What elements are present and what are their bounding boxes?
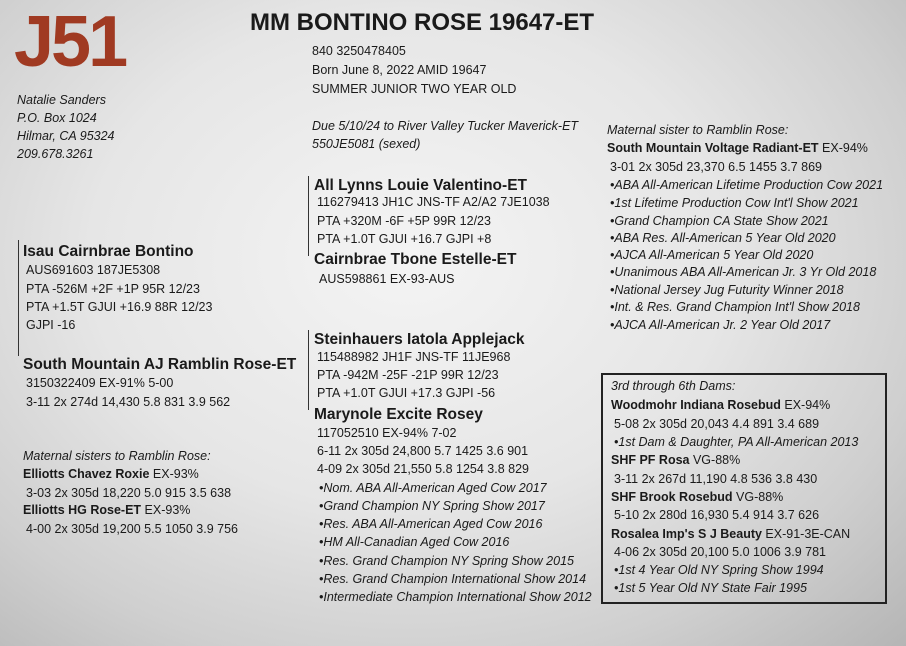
fourth-dam-name: SHF PF Rosa	[611, 453, 690, 467]
cow-title: MM BONTINO ROSE 19647-ET	[250, 9, 595, 36]
fourth-dam-score: VG-88%	[689, 453, 741, 467]
fifth-dam-name: SHF Brook Rosebud	[611, 490, 733, 504]
consignor-city: Hilmar, CA 95324	[17, 129, 115, 143]
dams-dam-honor: •Nom. ABA All-American Aged Cow 2017	[319, 481, 547, 495]
sixth-dam-score: EX-91-3E-CAN	[761, 527, 851, 541]
third-dam-line	[611, 397, 830, 415]
lot-number: J51	[14, 2, 126, 82]
sister-2-line	[23, 502, 190, 520]
maternal-sister-heading: Maternal sister to Ramblin Rose:	[607, 123, 789, 137]
dam-id: 3150322409 EX-91% 5-00	[26, 376, 174, 390]
due-date: Due 5/10/24 to River Valley Tucker Maverick-ET	[312, 119, 579, 133]
maternal-sisters-heading: Maternal sisters to Ramblin Rose:	[23, 449, 211, 463]
class: SUMMER JUNIOR TWO YEAR OLD	[312, 82, 517, 96]
sires-sire-id: 116279413 JH1C JNS-TF A2/A2 7JE1038	[317, 195, 550, 209]
sister-2-score: EX-93%	[141, 503, 191, 517]
dam-name: South Mountain AJ Ramblin Rose-ET	[23, 356, 297, 373]
dams-dam-honor: •Res. ABA All-American Aged Cow 2016	[319, 517, 543, 531]
sire-rule	[18, 240, 19, 356]
fifth-dam-record: 5-10 2x 280d 16,930 5.4 914 3.7 626	[614, 508, 820, 522]
fifth-dam-line	[611, 489, 783, 507]
third-dam-honor: •1st Dam & Daughter, PA All-American 2013	[614, 435, 859, 449]
dams-dam-name: Marynole Excite Rosey	[314, 406, 483, 423]
radiant-honor: •AJCA All-American Jr. 2 Year Old 2017	[610, 318, 831, 332]
fourth-dam-line	[611, 452, 740, 470]
sires-sire-pta-1: PTA +320M -6F +5P 99R 12/23	[317, 214, 491, 228]
radiant-honor: •ABA All-American Lifetime Production Cow 2021	[610, 178, 884, 192]
radiant-honor: •ABA Res. All-American 5 Year Old 2020	[610, 231, 836, 245]
dam-record: 3-11 2x 274d 14,430 5.8 831 3.9 562	[26, 395, 231, 409]
sister-1-score: EX-93%	[149, 467, 199, 481]
sister-1-line	[23, 466, 199, 484]
radiant-score: EX-94%	[818, 141, 868, 155]
radiant-honor: •Grand Champion CA State Show 2021	[610, 214, 829, 228]
dams-box-heading: 3rd through 6th Dams:	[611, 379, 736, 393]
birth-date: Born June 8, 2022 AMID 19647	[312, 63, 487, 77]
radiant-honor: •Int. & Res. Grand Champion Int'l Show 2018	[610, 300, 860, 314]
radiant-honor: •AJCA All-American 5 Year Old 2020	[610, 248, 814, 262]
dams-dam-honor: •Res. Grand Champion International Show 2014	[319, 572, 587, 586]
sister-1-record: 3-03 2x 305d 18,220 5.0 915 3.5 638	[26, 486, 232, 500]
fifth-dam-score: VG-88%	[732, 490, 784, 504]
sixth-dam-name: Rosalea Imp's S J Beauty	[611, 527, 762, 541]
sixth-dam-line	[611, 526, 850, 544]
sister-1-name: Elliotts Chavez Roxie	[23, 467, 150, 481]
sires-dam-name: Cairnbrae Tbone Estelle-ET	[314, 251, 517, 268]
sires-sire-pta-2: PTA +1.0T GJUI +16.7 GJPI +8	[317, 232, 492, 246]
dams-sire-id: 115488982 JH1F JNS-TF 11JE968	[317, 350, 511, 364]
dams-sire-rule	[308, 330, 309, 410]
dams-dam-id: 117052510 EX-94% 7-02	[317, 426, 457, 440]
consignor-phone: 209.678.3261	[17, 147, 94, 161]
sires-sire-rule	[308, 176, 309, 256]
sires-dam-id: AUS598861 EX-93-AUS	[319, 272, 455, 286]
sister-2-record: 4-00 2x 305d 19,200 5.5 1050 3.9 756	[26, 522, 238, 536]
sire-id: AUS691603 187JE5308	[26, 263, 161, 277]
dams-sire-pta-1: PTA -942M -25F -21P 99R 12/23	[317, 368, 499, 382]
third-dam-score: EX-94%	[780, 398, 831, 412]
radiant-name: South Mountain Voltage Radiant-ET	[607, 141, 819, 155]
dams-dam-record-2: 4-09 2x 305d 21,550 5.8 1254 3.8 829	[317, 462, 529, 476]
sixth-dam-record: 4-06 2x 305d 20,100 5.0 1006 3.9 781	[614, 545, 826, 559]
registration-number: 840 3250478405	[312, 44, 406, 58]
dams-dam-record-1: 6-11 2x 305d 24,800 5.7 1425 3.6 901	[317, 444, 529, 458]
sire-gjpi: GJPI -16	[26, 318, 76, 332]
third-dam-name: Woodmohr Indiana Rosebud	[611, 398, 781, 412]
due-service-sire: 550JE5081 (sexed)	[312, 137, 421, 151]
sire-name: Isau Cairnbrae Bontino	[23, 243, 194, 260]
radiant-record: 3-01 2x 305d 23,370 6.5 1455 3.7 869	[610, 160, 822, 174]
dams-dam-honor: •Res. Grand Champion NY Spring Show 2015	[319, 554, 574, 568]
dams-dam-honor: •HM All-Canadian Aged Cow 2016	[319, 535, 510, 549]
sires-sire-name: All Lynns Louie Valentino-ET	[314, 177, 527, 194]
dams-dam-honor: •Intermediate Champion International Show 2012	[319, 590, 592, 604]
sister-2-name: Elliotts HG Rose-ET	[23, 503, 142, 517]
dams-sire-pta-2: PTA +1.0T GJUI +17.3 GJPI -56	[317, 386, 496, 400]
third-dam-record: 5-08 2x 305d 20,043 4.4 891 3.4 689	[614, 417, 820, 431]
fourth-dam-record: 3-11 2x 267d 11,190 4.8 536 3.8 430	[614, 472, 818, 486]
sixth-dam-honor: •1st 4 Year Old NY Spring Show 1994	[614, 563, 824, 577]
sixth-dam-honor: •1st 5 Year Old NY State Fair 1995	[614, 581, 807, 595]
radiant-honor: •1st Lifetime Production Cow Int'l Show 2021	[610, 196, 859, 210]
consignor-address: P.O. Box 1024	[17, 111, 97, 125]
radiant-honor: •National Jersey Jug Futurity Winner 2018	[610, 283, 844, 297]
radiant-honor: •Unanimous ABA All-American Jr. 3 Yr Old 2018	[610, 265, 877, 279]
consignor-name: Natalie Sanders	[17, 93, 106, 107]
dams-sire-name: Steinhauers Iatola Applejack	[314, 331, 525, 348]
radiant-line	[607, 140, 868, 158]
sire-pta-1: PTA -526M +2F +1P 95R 12/23	[26, 282, 200, 296]
dams-dam-honor: •Grand Champion NY Spring Show 2017	[319, 499, 545, 513]
sire-pta-2: PTA +1.5T GJUI +16.9 88R 12/23	[26, 300, 213, 314]
